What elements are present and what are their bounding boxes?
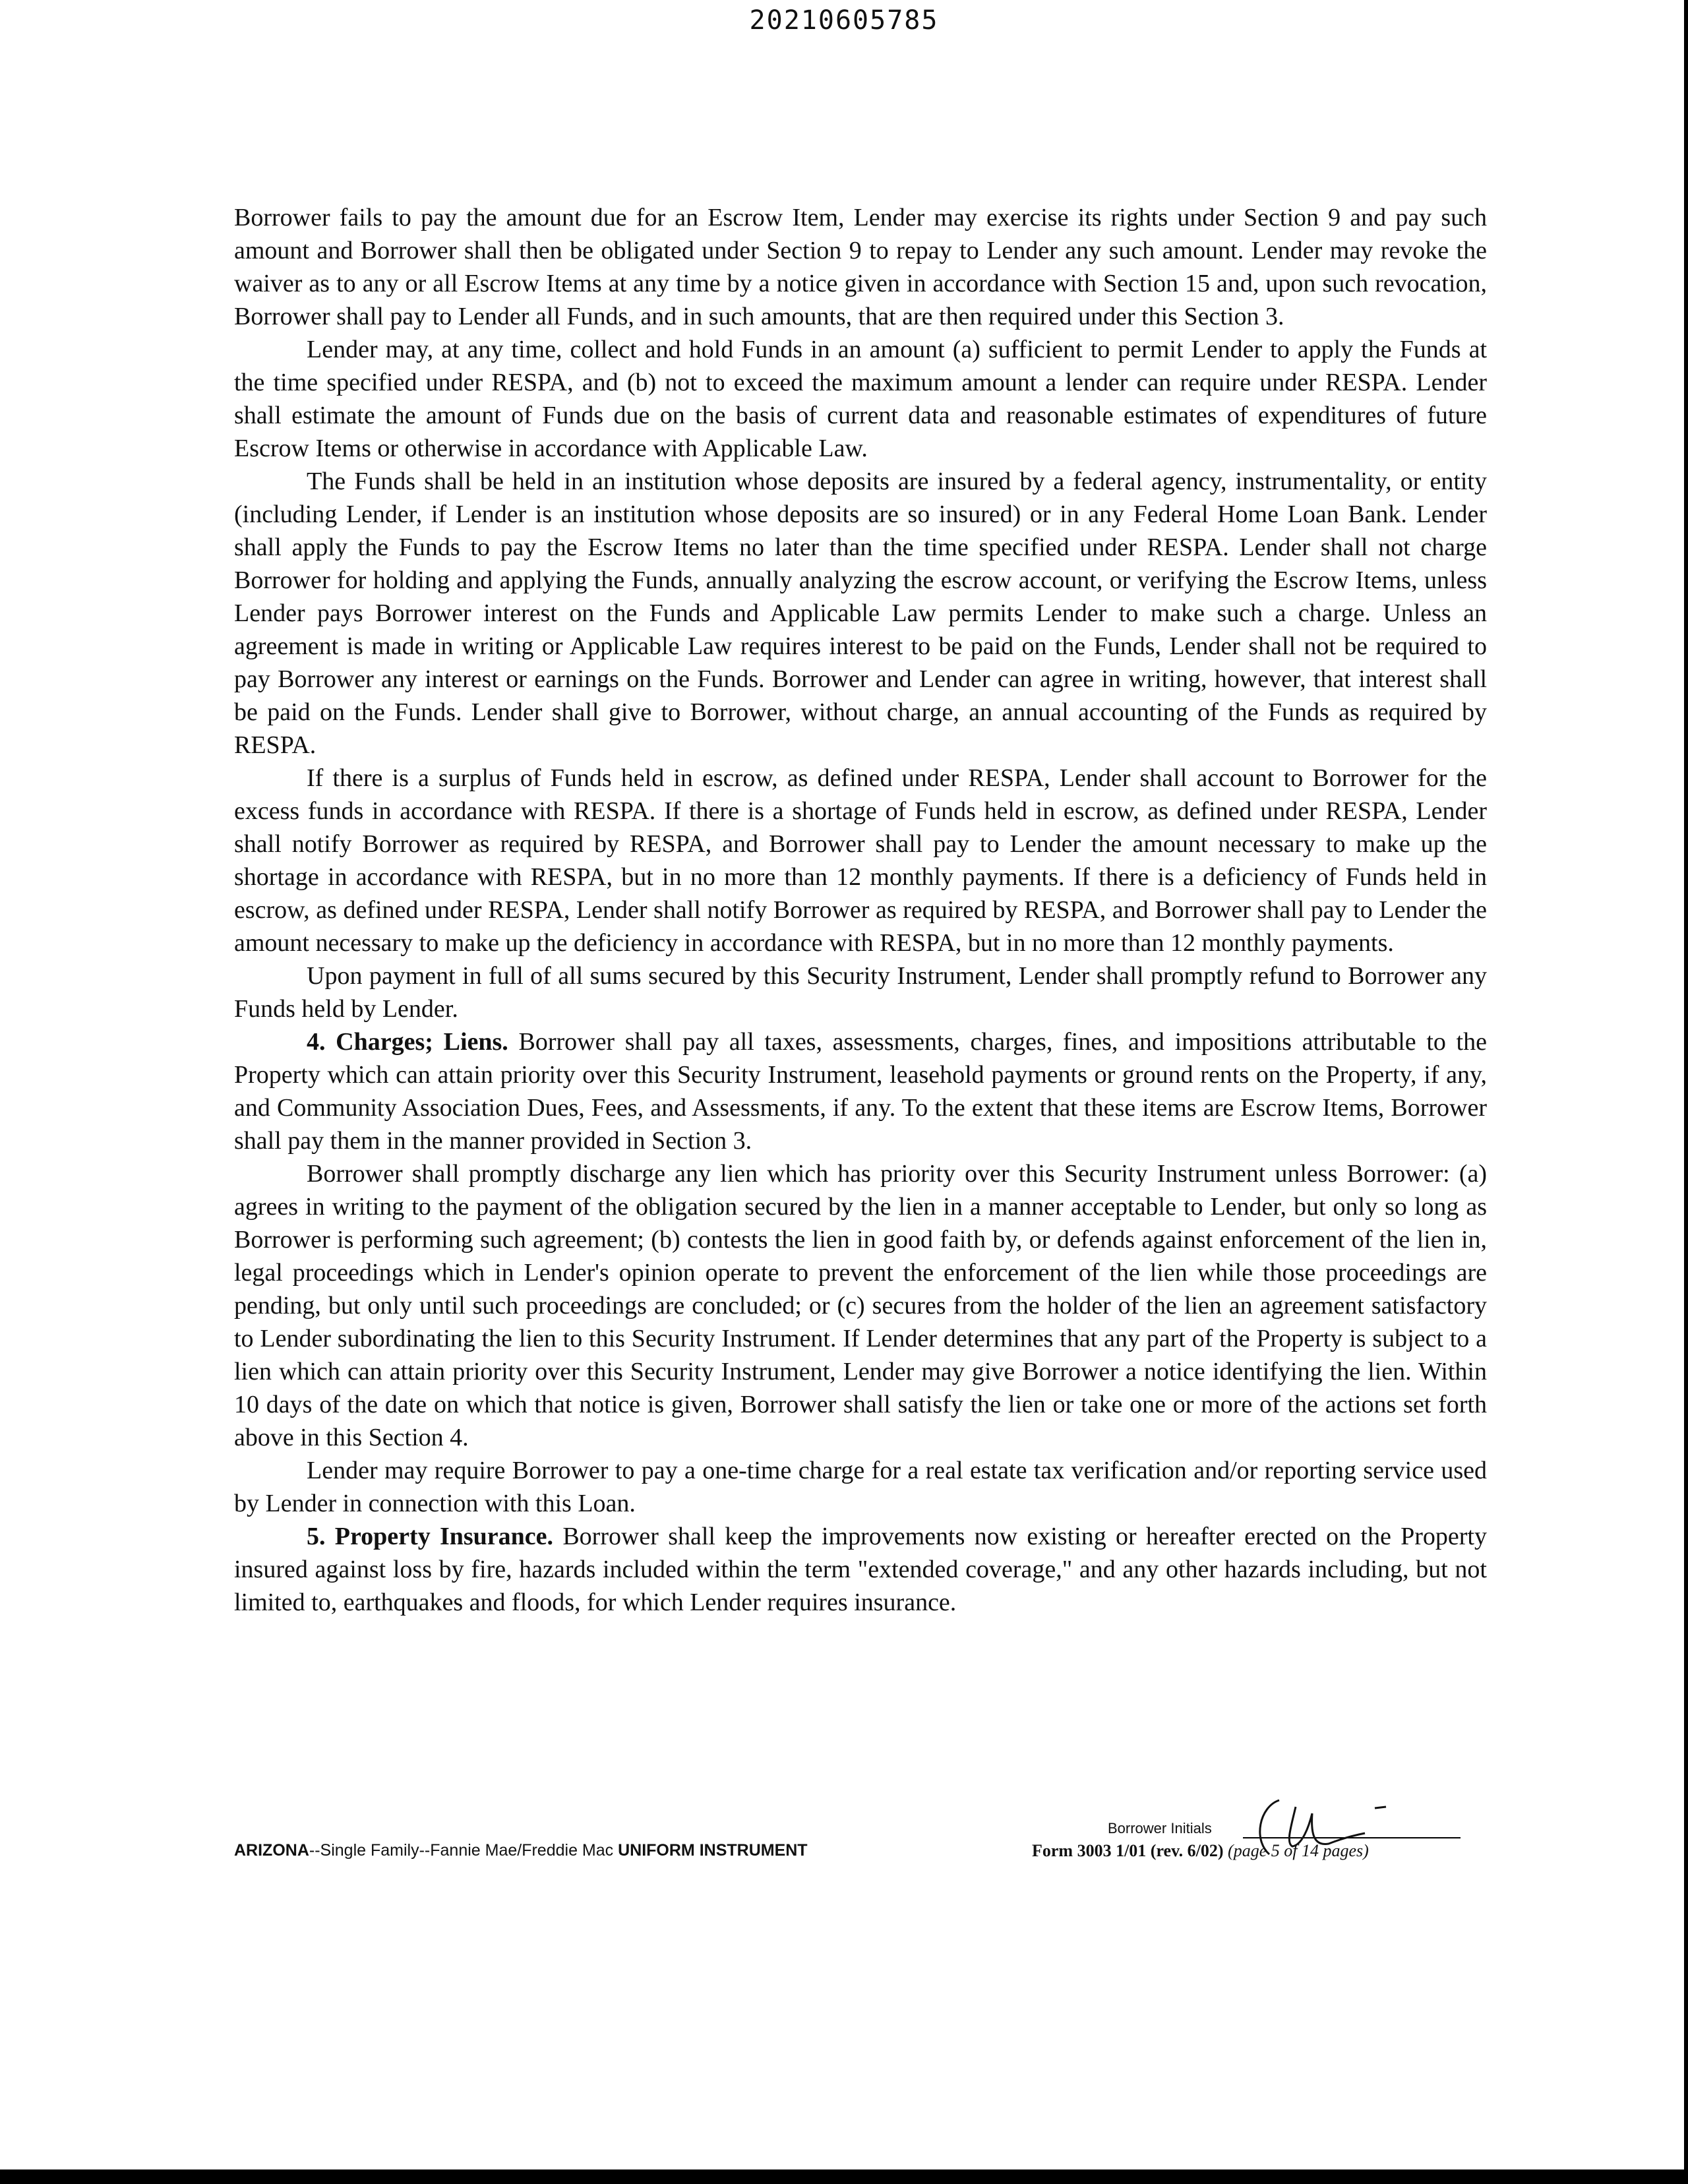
right-border <box>1684 0 1688 2169</box>
instrument-state: ARIZONA <box>234 1841 309 1860</box>
paragraph-tax-verification: Lender may require Borrower to pay a one-time charge for a real estate tax verification and/or reporting service used by Lender in connection with this Loan. <box>234 1457 1487 1517</box>
instrument-title <box>234 1841 808 1860</box>
page-number: (page 5 of 14 pages) <box>1228 1841 1369 1860</box>
section-5-heading: 5. Property Insurance. <box>307 1523 554 1550</box>
paragraph-collect-funds: Lender may, at any time, collect and hold Funds in an amount (a) sufficient to permit Lender to apply the Funds at the time specified under RESPA, and (b) not to exceed the maximum amount a lender can require under RESPA. Lender shall estimate the amount of Funds due on the basis of current data and reasonable estimates of expenditures of future Escrow Items or otherwise in accordance with Applicable Law. <box>234 336 1487 462</box>
section-5-property-insurance <box>234 1520 1487 1619</box>
form-info <box>1032 1841 1369 1861</box>
section-4-charges-liens <box>234 1025 1487 1157</box>
instrument-uniform: UNIFORM INSTRUMENT <box>618 1841 808 1860</box>
paragraph-discharge-lien: Borrower shall promptly discharge any lien which has priority over this Security Instrument unless Borrower: (a) agrees in writing to the payment of the obligation secured by the lien in a manner acceptable to Lender, but only so long as Borrower is performing such agreement; (b) contests the lien in good faith by, or defends against enforcement of the lien in, legal proceedings which in Lender's opinion operate to prevent the enforcement of the lien while those proceedings are pending, but only until such proceedings are concluded; or (c) secures from the holder of the lien an agreement satisfactory to Lender subordinating the lien to this Security Instrument. If Lender determines that any part of the Property is subject to a lien which can attain priority over this Security Instrument, Lender may give Borrower a notice identifying the lien. Within 10 days of the date on which that notice is given, Borrower shall satisfy the lien or take one or more of the actions set forth above in this Section 4. <box>234 1160 1487 1451</box>
borrower-initials-label: Borrower Initials <box>1108 1820 1212 1836</box>
paragraph-escrow-waiver: Borrower fails to pay the amount due for an Escrow Item, Lender may exercise its rights under Section 9 and pay such amount and Borrower shall then be obligated under Section 9 to repay to Lender any such amount. Lender may revoke the waiver as to any or all Escrow Items at any time by a notice given in accordance with Section 15 and, upon such revocation, Borrower shall pay to Lender all Funds, and in such amounts, that are then required under this Section 3. <box>234 204 1487 330</box>
section-5-text: Borrower shall keep the improvements now existing or hereafter erected on the Property insured against loss by fire, hazards included within the term "extended coverage," and any other hazards including, but not limited to, earthquakes and floods, for which Lender requires insurance. <box>234 1523 1487 1616</box>
form-number: Form 3003 1/01 (rev. 6/02) <box>1032 1841 1224 1860</box>
section-4-heading: 4. Charges; Liens. <box>307 1028 508 1056</box>
bottom-border <box>0 2169 1688 2184</box>
section-4-text: Borrower shall pay all taxes, assessments, charges, fines, and impositions attributable to the Property which can attain priority over this Security Instrument, leasehold payments or ground rents on the Property, if any, and Community Association Dues, Fees, and Assessments, if any. To the extent that these items are Escrow Items, Borrower shall pay them in the manner provided in Section 3. <box>234 1028 1487 1155</box>
instrument-type: --Single Family--Fannie Mae/Freddie Mac <box>309 1841 618 1860</box>
paragraph-surplus-shortage: If there is a surplus of Funds held in escrow, as defined under RESPA, Lender shall account to Borrower for the excess funds in accordance with RESPA. If there is a shortage of Funds held in escrow, as defined under RESPA, Lender shall notify Borrower as required by RESPA, and Borrower shall pay to Lender the amount necessary to make up the shortage in accordance with RESPA, but in no more than 12 monthly payments. If there is a deficiency of Funds held in escrow, as defined under RESPA, Lender shall notify Borrower as required by RESPA, and Borrower shall pay to Lender the amount necessary to make up the deficiency in accordance with RESPA, but in no more than 12 monthly payments. <box>234 764 1487 957</box>
document-body <box>234 201 1487 1619</box>
paragraph-refund: Upon payment in full of all sums secured by this Security Instrument, Lender shall promptly refund to Borrower any Funds held by Lender. <box>234 962 1487 1023</box>
paragraph-funds-held: The Funds shall be held in an institution whose deposits are insured by a federal agency, instrumentality, or entity (including Lender, if Lender is an institution whose deposits are so insured) or in any Federal Home Loan Bank. Lender shall apply the Funds to pay the Escrow Items no later than the time specified under RESPA. Lender shall not charge Borrower for holding and applying the Funds, annually analyzing the escrow account, or verifying the Escrow Items, unless Lender pays Borrower interest on the Funds and Applicable Law permits Lender to make such a charge. Unless an agreement is made in writing or Applicable Law requires interest to be paid on the Funds, Lender shall not be required to pay Borrower any interest or earnings on the Funds. Borrower and Lender can agree in writing, however, that interest shall be paid on the Funds. Lender shall give to Borrower, without charge, an annual accounting of the Funds as required by RESPA. <box>234 468 1487 759</box>
document-number: 20210605785 <box>749 5 939 36</box>
